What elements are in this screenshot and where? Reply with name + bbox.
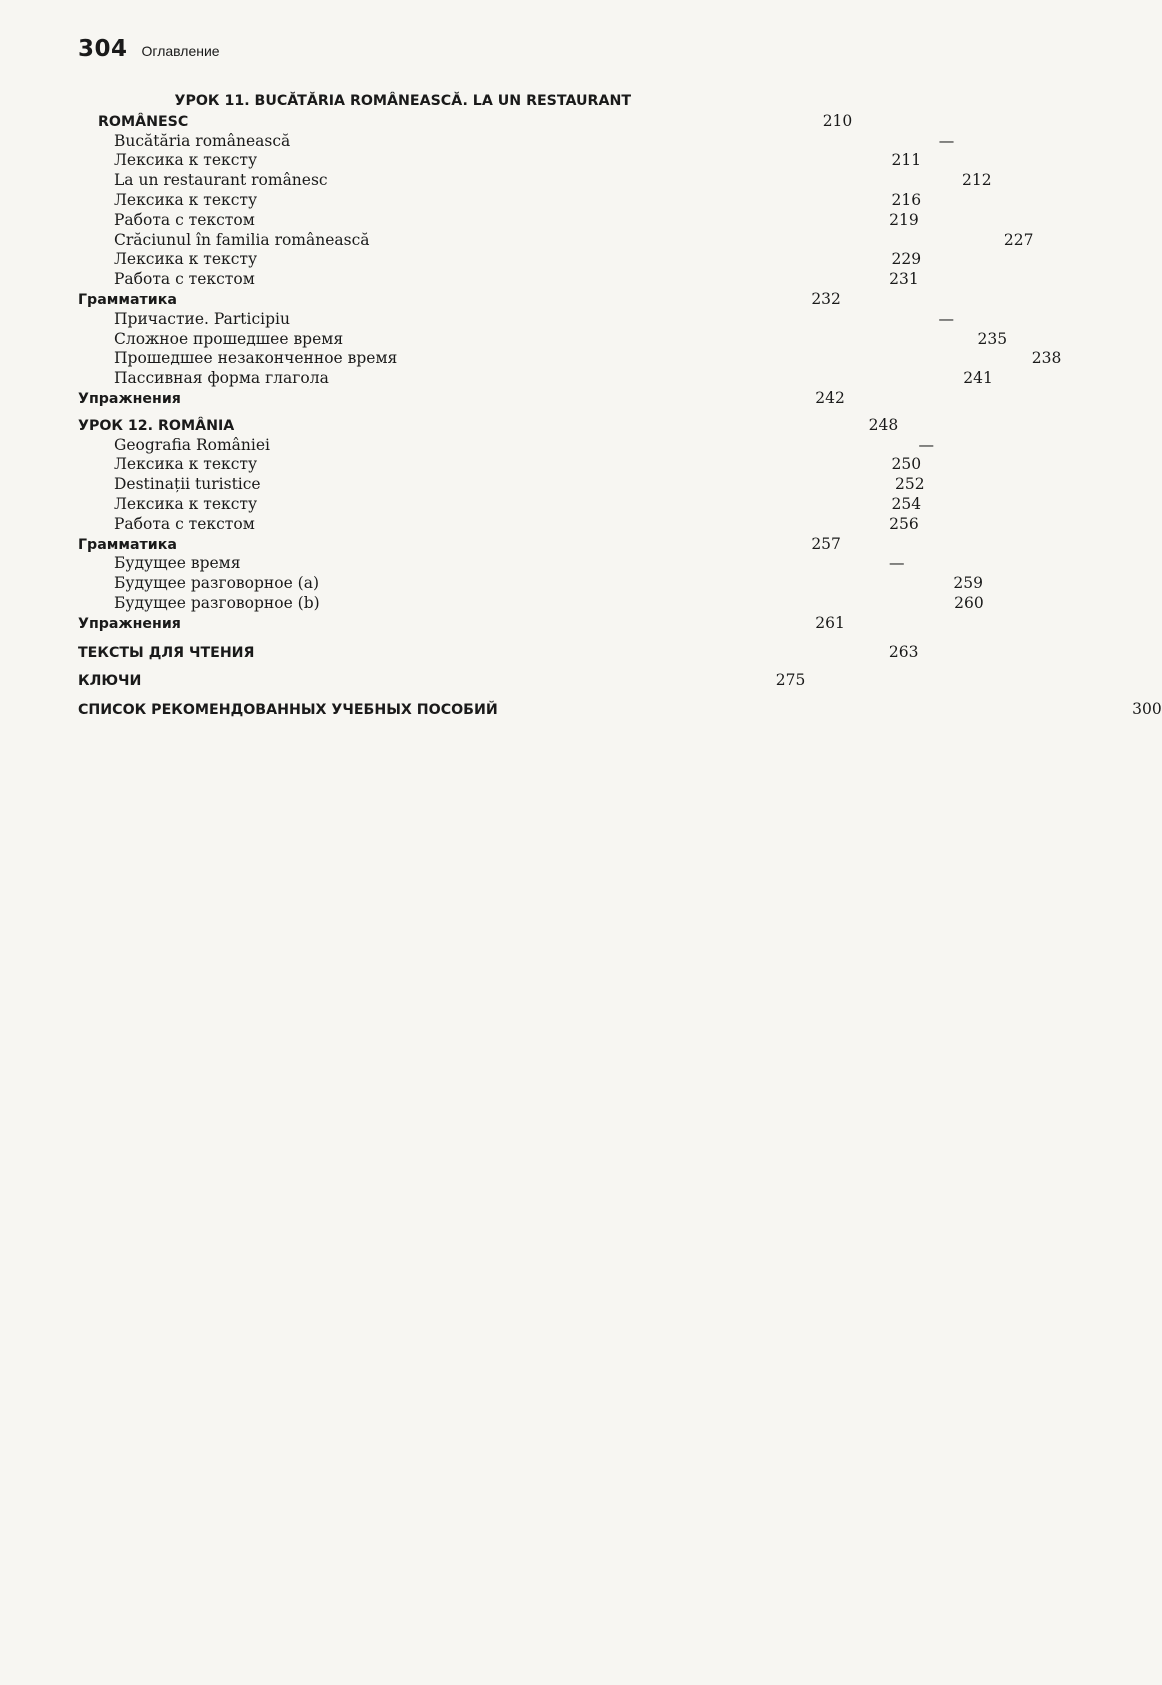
toc-entry-label: Грамматика [78, 536, 177, 553]
toc-entry-page: 232 [811, 289, 841, 308]
toc-entry-page: 229 [891, 250, 922, 269]
toc-entry-label: Будущее разговорное (a) [114, 574, 320, 593]
toc-entry-label: Лексика к тексту [114, 455, 258, 474]
toc-entry-label: Geografia României [114, 435, 270, 454]
page-number: 304 [78, 36, 128, 62]
toc-entry [78, 475, 925, 495]
toc-entry-page: 250 [891, 455, 922, 474]
toc-entry [78, 593, 984, 614]
toc-grammar-12 [78, 534, 841, 555]
toc-entry-page: 252 [895, 475, 925, 494]
toc-entry [78, 574, 984, 594]
toc-entry-page: — [938, 131, 955, 150]
toc-lesson-12 [78, 415, 899, 436]
toc-entry-label: СПИСОК РЕКОМЕНДОВАННЫХ УЧЕБНЫХ ПОСОБИЙ [78, 702, 498, 719]
toc-entry-label: Destinații turistice [114, 475, 261, 494]
table-of-contents [78, 92, 1162, 720]
toc-entry [78, 435, 934, 456]
toc-entry-page: — [889, 554, 905, 573]
toc-entry-label: Упражнения [78, 615, 181, 632]
toc-entry-page: 242 [815, 388, 845, 407]
toc-entry [78, 309, 954, 330]
toc-entry-page: 259 [953, 574, 984, 593]
toc-entry-page: 241 [963, 369, 993, 388]
toc-readings [78, 642, 919, 663]
toc-entry-page: 212 [962, 171, 992, 190]
toc-grammar-11 [78, 289, 841, 310]
toc-entry [78, 190, 922, 211]
toc-entry-page: 263 [888, 642, 919, 661]
toc-entry-label: Пассивная форма глагола [114, 369, 329, 388]
toc-entry-label: Работа с текстом [114, 210, 255, 229]
toc-entry-label: La un restaurant românesc [114, 171, 328, 190]
toc-entry-label: КЛЮЧИ [78, 673, 142, 690]
toc-entry [78, 151, 922, 171]
toc-entry-label: УРОК 11. BUCĂTĂRIA ROMÂNEASCĂ. LA UN RESTAURANT [174, 93, 631, 109]
toc-entry-page: — [918, 435, 934, 454]
toc-entry [78, 210, 919, 231]
toc-entry-label: Crăciunul în familia românească [114, 230, 370, 249]
toc-entry-label: Лексика к тексту [114, 494, 258, 513]
toc-entry [78, 250, 922, 270]
toc-entry-page: 275 [775, 671, 806, 690]
toc-entry-page: 227 [1003, 230, 1034, 249]
toc-entry [78, 455, 922, 475]
toc-entry-label: Bucătăria românească [114, 131, 291, 150]
toc-entry [78, 554, 905, 574]
toc-entry-label: Будущее время [114, 554, 241, 573]
toc-entry-label: ТЕКСТЫ ДЛЯ ЧТЕНИЯ [78, 644, 255, 661]
toc-entry-page: 210 [822, 111, 853, 130]
toc-entry-label: Лексика к тексту [114, 190, 258, 209]
toc-entry-page: 219 [889, 210, 919, 229]
toc-entry-page: 211 [891, 151, 922, 170]
toc-entry [78, 494, 922, 515]
toc-entry-label: Сложное прошедшее время [114, 329, 344, 348]
toc-entry-label: УРОК 12. ROMÂNIA [78, 417, 235, 434]
toc-exercises-12 [78, 613, 845, 634]
toc-entry-page: 238 [1031, 349, 1062, 368]
running-title: Оглавление [141, 43, 220, 59]
toc-entry-page: 261 [815, 613, 845, 632]
toc-entry-page: — [938, 309, 954, 328]
toc-entry-page: 216 [891, 190, 922, 209]
toc-entry [78, 514, 919, 535]
toc-entry-page: 256 [889, 514, 919, 533]
toc-entry [78, 131, 955, 152]
toc-entry-label: Грамматика [78, 291, 177, 308]
toc-entry-page: 300 [1132, 700, 1162, 719]
toc-entry-label: ROMÂNESC [98, 113, 189, 130]
toc-exercises-11 [78, 388, 845, 409]
toc-entry [78, 369, 993, 389]
toc-entry [78, 329, 1008, 350]
toc-entry-label: Лексика к тексту [114, 151, 258, 170]
page-header [78, 36, 220, 62]
toc-entry-label: Лексика к тексту [114, 250, 258, 269]
toc-entry-page: 248 [868, 415, 899, 434]
toc-entry [78, 270, 919, 290]
toc-entry-label: Причастие. Participiu [114, 309, 290, 328]
toc-entry [78, 171, 992, 191]
toc-entry-label: Будущее разговорное (b) [114, 593, 320, 612]
toc-lesson-11 [78, 111, 853, 132]
toc-entry-label: Прошедшее незаконченное время [114, 349, 398, 368]
toc-entry-page: 231 [889, 270, 919, 289]
toc-entry-label: Работа с текстом [114, 514, 255, 533]
toc-lesson-11-title [78, 92, 631, 112]
toc-entry-page: 257 [811, 534, 841, 553]
toc-entry-page: 235 [977, 329, 1008, 348]
toc-keys [78, 671, 806, 691]
toc-entry-label: Работа с текстом [114, 270, 255, 289]
toc-entry-page: 254 [891, 494, 922, 513]
toc-entry-label: Упражнения [78, 390, 181, 407]
toc-entry-page: 260 [954, 593, 984, 612]
